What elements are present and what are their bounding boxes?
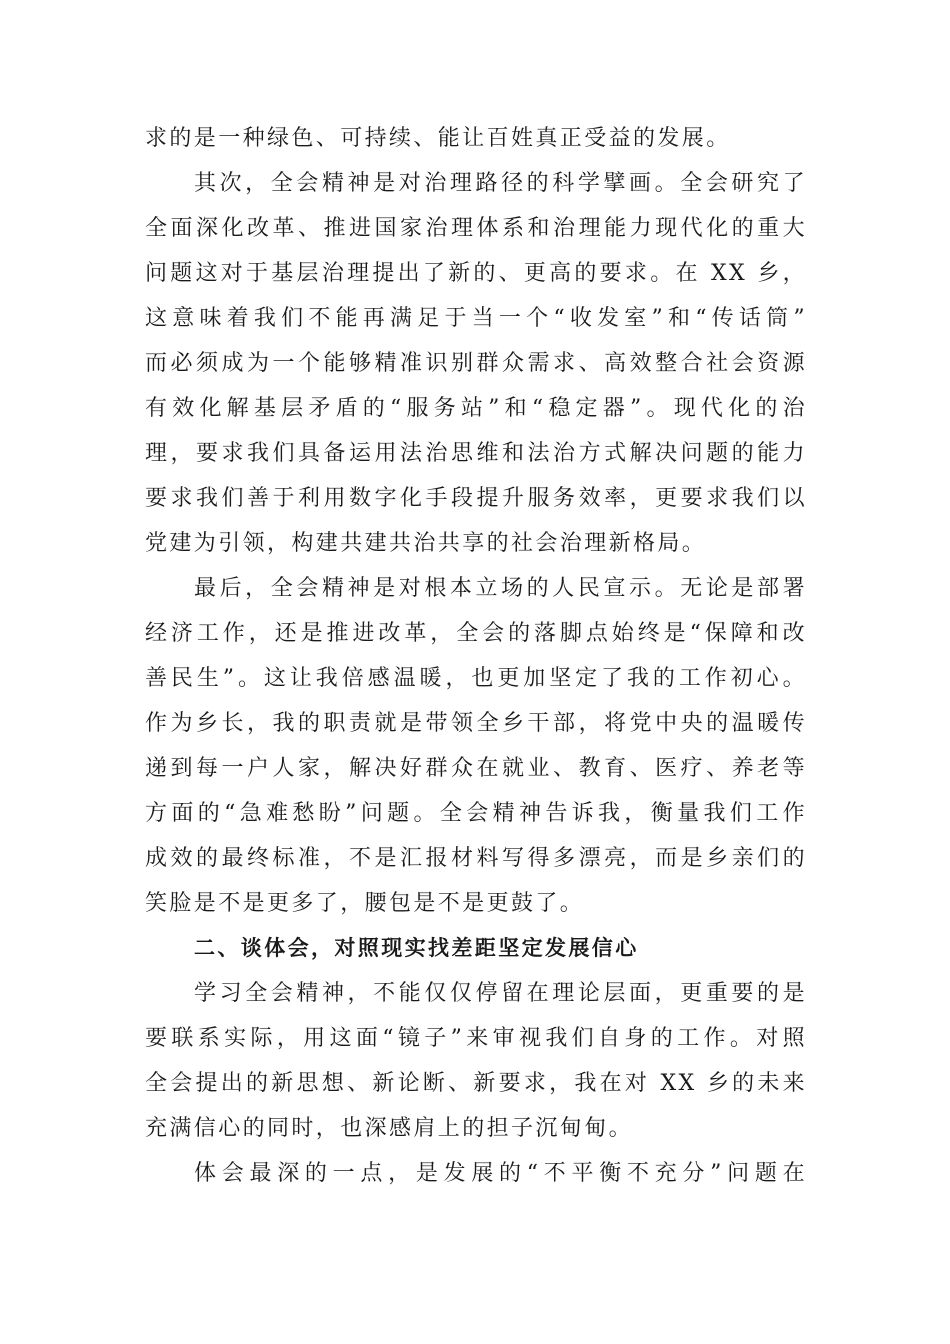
text-line: 其次，全会精神是对治理路径的科学擘画。全会研究了 bbox=[194, 171, 807, 196]
text-line: 最后，全会精神是对根本立场的人民宣示。无论是部署 bbox=[194, 576, 807, 601]
text-line: 学习全会精神，不能仅仅停留在理论层面，更重要的是 bbox=[194, 981, 807, 1006]
text-line: 而必须成为一个能够精准识别群众需求、高效整合社会资源 bbox=[145, 351, 807, 376]
text-line: 递到每一户人家，解决好群众在就业、教育、医疗、养老等 bbox=[145, 756, 807, 781]
text-line: 要联系实际，用这面“镜子”来审视我们自身的工作。对照 bbox=[145, 1026, 807, 1051]
text-line: 要求我们善于利用数字化手段提升服务效率，更要求我们以 bbox=[145, 486, 807, 511]
text-line: 求的是一种绿色、可持续、能让百姓真正受益的发展。 bbox=[145, 126, 731, 151]
text-line: 有效化解基层矛盾的“服务站”和“稳定器”。现代化的治 bbox=[145, 396, 807, 421]
text-line: 全面深化改革、推进国家治理体系和治理能力现代化的重大 bbox=[145, 216, 807, 241]
text-line: 成效的最终标准，不是汇报材料写得多漂亮，而是乡亲们的 bbox=[145, 846, 807, 871]
text-line: 笑脸是不是更多了，腰包是不是更鼓了。 bbox=[145, 891, 585, 916]
text-line: 充满信心的同时，也深感肩上的担子沉甸甸。 bbox=[145, 1116, 634, 1141]
document-body bbox=[145, 116, 807, 1196]
text-line: 这意味着我们不能再满足于当一个“收发室”和“传话筒” bbox=[145, 306, 807, 331]
text-line: 体会最深的一点，是发展的“不平衡不充分”问题在 bbox=[194, 1161, 807, 1186]
text-line: 作为乡长，我的职责就是带领全乡干部，将党中央的温暖传 bbox=[145, 711, 807, 736]
text-line: 经济工作，还是推进改革，全会的落脚点始终是“保障和改 bbox=[145, 621, 807, 646]
text-line: 问题这对于基层治理提出了新的、更高的要求。在 XX 乡， bbox=[145, 261, 807, 286]
section-heading: 二、谈体会，对照现实找差距坚定发展信心 bbox=[194, 936, 639, 960]
text-line: 善民生”。这让我倍感温暖，也更加坚定了我的工作初心。 bbox=[145, 666, 807, 691]
text-line: 党建为引领，构建共建共治共享的社会治理新格局。 bbox=[145, 531, 707, 556]
text-line: 理，要求我们具备运用法治思维和法治方式解决问题的能力 bbox=[145, 441, 807, 466]
text-line: 方面的“急难愁盼”问题。全会精神告诉我，衡量我们工作 bbox=[145, 801, 807, 826]
text-line: 全会提出的新思想、新论断、新要求，我在对 XX 乡的未来 bbox=[145, 1071, 807, 1096]
